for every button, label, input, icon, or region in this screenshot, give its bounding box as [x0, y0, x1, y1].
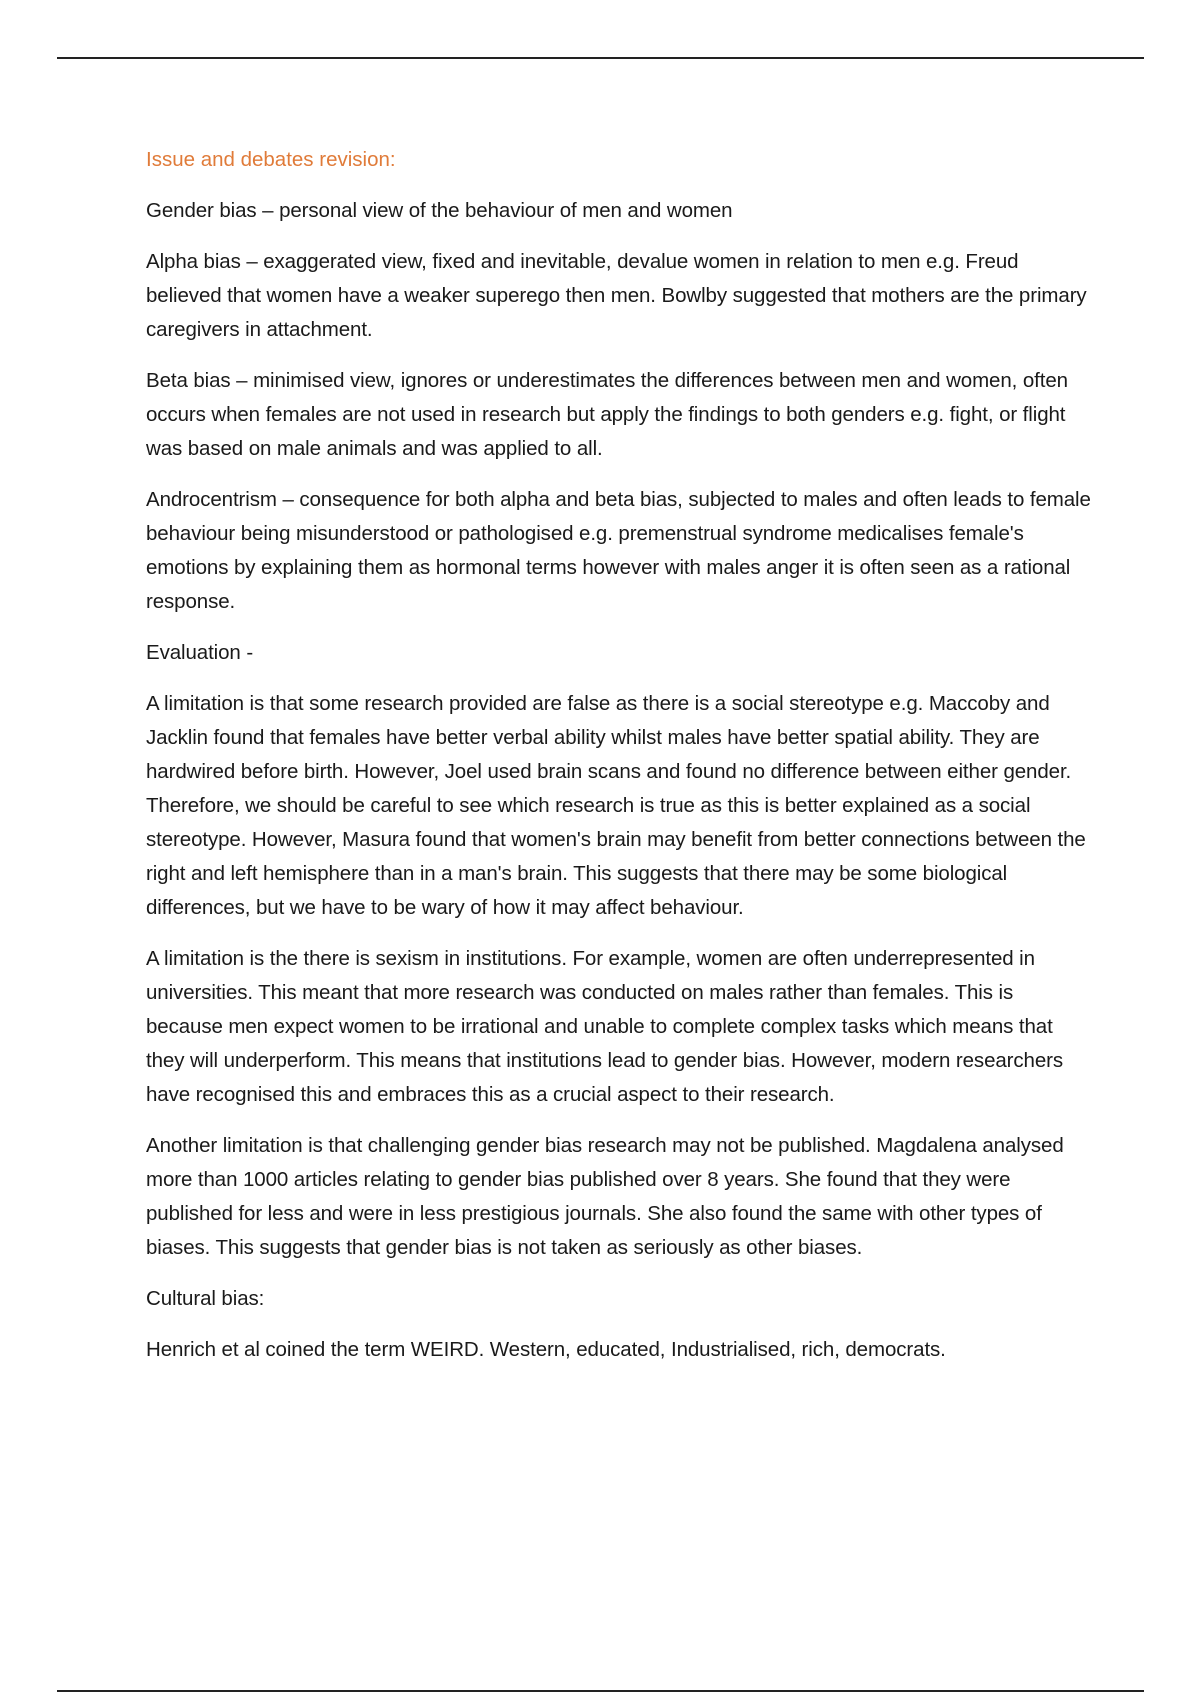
footer-rule: [57, 1690, 1144, 1692]
paragraph-evaluation-label: Evaluation -: [146, 641, 254, 664]
paragraph-cultural-bias-label: Cultural bias:: [146, 1287, 265, 1310]
document-body: [146, 143, 1092, 1384]
paragraph-evaluation-publication: Another limitation is that challenging gender bias research may not be published. Magdalena analysed more than 1000 articles relating to gender bias published over 8 years. She found that they were published for less and were in less prestigious journals. She also found the same with other types of biases. This suggests that gender bias is not taken as seriously as other biases.: [146, 1134, 1064, 1259]
document-heading: Issue and debates revision:: [146, 148, 396, 171]
paragraph-alpha-bias: Alpha bias – exaggerated view, fixed and inevitable, devalue women in relation to men e.g. Freud believed that women have a weaker superego then men. Bowlby suggested that mothers are the primary caregivers in attachment.: [146, 250, 1087, 341]
paragraph-beta-bias: Beta bias – minimised view, ignores or underestimates the differences between men and women, often occurs when females are not used in research but apply the findings to both genders e.g. fight, or flight was based on male animals and was applied to all.: [146, 369, 1068, 460]
paragraph-evaluation-stereotype: A limitation is that some research provided are false as there is a social stereotype e.g. Maccoby and Jacklin found that females have better verbal ability whilst males have better spatial ability. They are hardwired before birth. However, Joel used brain scans and found no difference between either gender. Therefore, we should be careful to see which research is true as this is better explained as a social stereotype. However, Masura found that women's brain may benefit from better connections between the right and left hemisphere than in a man's brain. This suggests that there may be some biological differences, but we have to be wary of how it may affect behaviour.: [146, 692, 1086, 919]
header-rule: [57, 57, 1144, 59]
paragraph-weird: Henrich et al coined the term WEIRD. Western, educated, Industrialised, rich, democrats.: [146, 1338, 946, 1361]
paragraph-androcentrism: Androcentrism – consequence for both alpha and beta bias, subjected to males and often leads to female behaviour being misunderstood or pathologised e.g. premenstrual syndrome medicalises female's emotions by explaining them as hormonal terms however with males anger it is often seen as a rational response.: [146, 488, 1091, 613]
paragraph-gender-bias: Gender bias – personal view of the behaviour of men and women: [146, 199, 733, 222]
paragraph-evaluation-institutions: A limitation is the there is sexism in institutions. For example, women are often underrepresented in universities. This meant that more research was conducted on males rather than females. This is because men expect women to be irrational and unable to complete complex tasks which means that they will underperform. This means that institutions lead to gender bias. However, modern researchers have recognised this and embraces this as a crucial aspect to their research.: [146, 947, 1064, 1106]
